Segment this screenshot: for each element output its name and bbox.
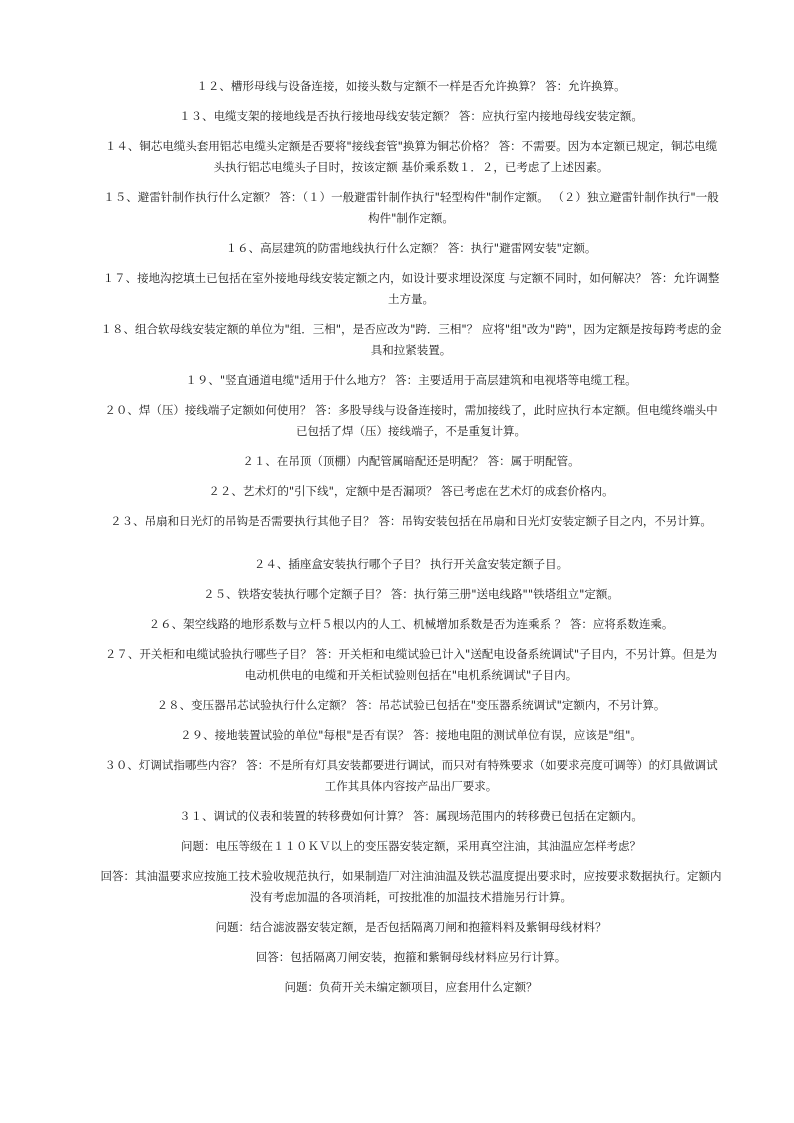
paragraph-q29: ２９、接地装置试验的单位"每根"是否有误？ 答：接地电阻的测试单位有误，应该是"组"。 — [180, 728, 642, 742]
paragraph-q21: ２１、在吊顶（顶棚）内配管属暗配还是明配？ 答：属于明配管。 — [242, 454, 580, 468]
paragraph-q17: １７、接地沟挖填土已包括在室外接地母线安装定额之内，如设计要求埋设深度 与定额不同时，如何解决？ 答：允许调整土方量。 — [102, 271, 720, 306]
question-load-switch: 问题：负荷开关未编定额项目，应套用什么定额？ — [284, 980, 538, 994]
paragraph-q20: ２０、焊（压）接线端子定额如何使用？ 答：多股导线与设备连接时，需加接线了，此时应执行本定额。但电缆终端头中 已包括了焊（压）接线端子，不是重复计算。 — [104, 403, 718, 438]
paragraph-q27: ２７、开关柜和电缆试验执行哪些子目？ 答：开关柜和电缆试验已计入"送配电设备系统调试"子目内，不另计算。但是为电动机供电的电缆和开关柜试验则包括在"电机系统调试"子目内。 — [104, 647, 718, 682]
question-filter-install: 问题：结合滤波器安装定额，是否包括隔离刀闸和抱箍料料及紫铜母线材料？ — [215, 920, 607, 934]
paragraph-q24: ２４、插座盒安装执行哪个子目？ 执行开关盒安装定额子目。 — [253, 557, 569, 571]
paragraph-q14: １４、铜芯电缆头套用铝芯电缆头定额是否要将"接线套管"换算为铜芯价格？ 答：不需要。因为本定额已规定，铜芯电缆头执行铝芯电缆头子目时，按该定额 基价乘系数１．２，已考虑了上述因素。 — [104, 139, 718, 174]
paragraph-q18: １８、组合软母线安装定额的单位为"组．三相"，是否应改为"跨．三相"？ 应将"组"改为"跨"，因为定额是按每跨考虑的金具和拉紧装置。 — [100, 322, 722, 357]
paragraph-q15: １５、避雷针制作执行什么定额？ 答：（１）一般避雷针制作执行"轻型构件"制作定额。 （２）独立避雷针制作执行"一般构件"制作定额。 — [103, 190, 719, 225]
paragraph-q25: ２５、铁塔安装执行哪个定额子目？ 答：执行第三册"送电线路""铁塔组立"定额。 — [203, 587, 619, 601]
paragraph-q28: ２８、变压器吊芯试验执行什么定额？ 答：吊芯试验已包括在"变压器系统调试"定额内，不另计算。 — [156, 698, 666, 712]
question-transformer-oil: 问题：电压等级在１１０ＫＶ以上的变压器安装定额，采用真空注油，其油温应怎样考虑？ — [181, 839, 641, 853]
paragraph-q19: １９、"竖直通道电缆"适用于什么地方？ 答：主要适用于高层建筑和电视塔等电缆工程。 — [185, 373, 637, 387]
paragraph-q30: ３０、灯调试指哪些内容？ 答：不是所有灯具安装都要进行调试，而只对有特殊要求（如要求亮度可调等）的灯具做调试工作其具体内容按产品出厂要求。 — [104, 758, 718, 793]
paragraph-q13: １３、电缆支架的接地线是否执行接地母线安装定额？ 答：应执行室内接地母线安装定额。 — [179, 109, 643, 123]
paragraph-q12: １２、槽形母线与设备连接，如接头数与定额不一样是否允许换算？ 答：允许换算。 — [196, 79, 626, 93]
paragraph-q26: ２６、架空线路的地形系数与立杆５根以内的人工、机械增加系数是否为连乘系 ？ 答：应将系数连乘。 — [148, 617, 674, 631]
paragraph-q22: ２２、艺术灯的"引下线"，定额中是否漏项？ 答已考虑在艺术灯的成套价格内。 — [208, 484, 614, 498]
paragraph-q16: １６、高层建筑的防雷地线执行什么定额？ 答：执行"避雷网安装"定额。 — [225, 241, 597, 255]
answer-transformer-oil: 回答：其油温要求应按施工技术验收规范执行，如果制造厂对注油油温及铁芯温度提出要求时，应按要求数据执行。定额内没有考虑加温的各项消耗，可按批准的加温技术措施另行计算。 — [100, 869, 722, 904]
answer-filter-install: 回答：包括隔离刀闸安装，抱箍和紫铜母线材料应另行计算。 — [255, 950, 567, 964]
paragraph-q31: ３１、调试的仪表和装置的转移费如何计算？ 答：属现场范围内的转移费已包括在定额内。 — [179, 809, 643, 823]
document-body — [100, 76, 722, 1007]
paragraph-q23: ２３、吊扇和日光灯的吊钩是否需要执行其他子目？ 答：吊钩安装包括在吊扇和日光灯安装定额子目之内，不另计算。 — [110, 514, 712, 528]
